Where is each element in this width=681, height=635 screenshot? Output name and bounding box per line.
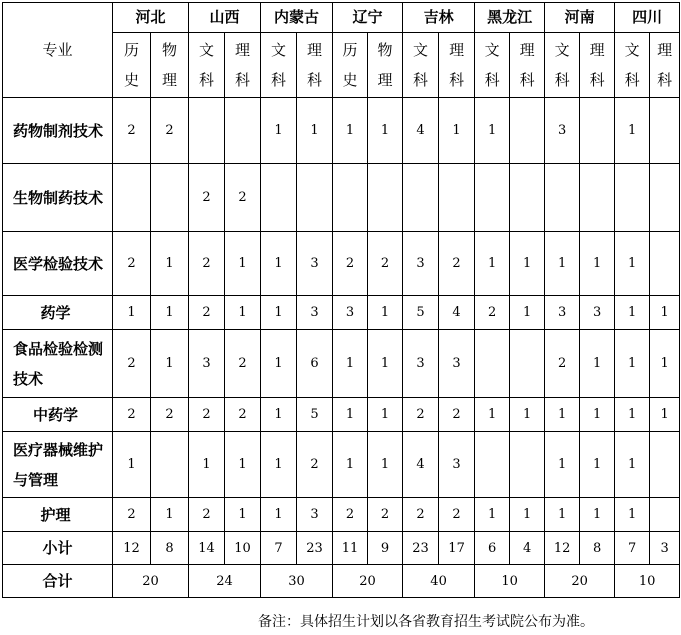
quota-cell: 1 — [333, 98, 368, 164]
quota-cell: 3 — [439, 432, 475, 498]
quota-cell: 1 — [615, 432, 650, 498]
total-cell: 20 — [113, 565, 189, 598]
subtotal-cell: 11 — [333, 532, 368, 565]
quota-cell — [333, 164, 368, 232]
quota-cell: 3 — [189, 330, 225, 398]
quota-cell: 2 — [189, 296, 225, 330]
quota-cell — [650, 232, 680, 296]
quota-cell: 2 — [225, 164, 261, 232]
quota-cell: 2 — [368, 498, 403, 532]
subject-header — [225, 33, 261, 98]
quota-cell: 1 — [189, 432, 225, 498]
quota-cell: 1 — [368, 296, 403, 330]
quota-cell: 1 — [510, 398, 545, 432]
subtotal-cell: 23 — [403, 532, 439, 565]
subject-char: 科 — [199, 71, 215, 89]
province-header: 山西 — [189, 3, 261, 33]
quota-cell: 1 — [113, 432, 151, 498]
quota-cell: 1 — [225, 296, 261, 330]
subject-char: 科 — [624, 71, 640, 89]
quota-cell: 6 — [297, 330, 333, 398]
quota-cell: 1 — [368, 432, 403, 498]
subject-char: 科 — [235, 71, 251, 89]
quota-cell — [545, 164, 580, 232]
total-cell: 10 — [475, 565, 545, 598]
subtotal-cell: 10 — [225, 532, 261, 565]
quota-cell: 1 — [261, 398, 297, 432]
quota-cell: 2 — [333, 498, 368, 532]
subtotal-cell: 6 — [475, 532, 510, 565]
enrollment-plan-table — [2, 2, 680, 598]
quota-cell — [615, 164, 650, 232]
quota-cell: 1 — [650, 296, 680, 330]
quota-cell — [113, 164, 151, 232]
quota-cell — [475, 330, 510, 398]
quota-cell: 2 — [189, 164, 225, 232]
subtotal-cell: 23 — [297, 532, 333, 565]
total-cell: 30 — [261, 565, 333, 598]
quota-cell: 1 — [113, 296, 151, 330]
province-header: 四川 — [615, 3, 680, 33]
quota-cell: 1 — [615, 296, 650, 330]
subject-header — [510, 33, 545, 98]
quota-cell: 1 — [333, 432, 368, 498]
subject-char: 理 — [449, 41, 465, 59]
header-row-provinces — [3, 3, 680, 33]
quota-cell: 2 — [368, 232, 403, 296]
quota-cell: 1 — [650, 398, 680, 432]
quota-cell: 1 — [151, 330, 189, 398]
quota-cell — [510, 432, 545, 498]
quota-cell: 1 — [475, 232, 510, 296]
quota-cell: 2 — [545, 330, 580, 398]
quota-cell: 3 — [580, 296, 615, 330]
subtotal-cell: 8 — [151, 532, 189, 565]
quota-cell: 4 — [439, 296, 475, 330]
quota-cell: 1 — [297, 98, 333, 164]
subtotal-label: 小计 — [3, 532, 113, 565]
subtotal-cell: 8 — [580, 532, 615, 565]
total-cell: 20 — [333, 565, 403, 598]
subject-header — [615, 33, 650, 98]
subject-header — [545, 33, 580, 98]
province-header: 黑龙江 — [475, 3, 545, 33]
quota-cell: 1 — [261, 296, 297, 330]
province-header: 河北 — [113, 3, 189, 33]
quota-cell: 3 — [297, 498, 333, 532]
subtotal-row — [3, 532, 680, 565]
quota-cell: 1 — [333, 330, 368, 398]
subject-header — [475, 33, 510, 98]
subject-char: 历 — [123, 41, 139, 59]
subject-header — [297, 33, 333, 98]
quota-cell: 2 — [439, 232, 475, 296]
quota-cell: 2 — [113, 498, 151, 532]
quota-cell: 1 — [580, 432, 615, 498]
province-header: 辽宁 — [333, 3, 403, 33]
quota-cell: 1 — [225, 232, 261, 296]
subject-char: 理 — [657, 41, 673, 59]
quota-cell — [580, 164, 615, 232]
subject-char: 物 — [162, 41, 178, 59]
subject-header — [650, 33, 680, 98]
major-header: 专业 — [3, 3, 113, 98]
quota-cell — [510, 98, 545, 164]
subject-char: 科 — [589, 71, 605, 89]
quota-cell — [650, 98, 680, 164]
quota-cell: 2 — [225, 330, 261, 398]
quota-cell — [650, 164, 680, 232]
quota-cell: 2 — [189, 232, 225, 296]
quota-cell: 1 — [225, 498, 261, 532]
subtotal-cell: 4 — [510, 532, 545, 565]
quota-cell: 3 — [403, 232, 439, 296]
total-label: 合计 — [3, 565, 113, 598]
subject-header — [580, 33, 615, 98]
quota-cell — [368, 164, 403, 232]
quota-cell: 2 — [225, 398, 261, 432]
quota-cell: 2 — [151, 398, 189, 432]
subject-char: 理 — [162, 71, 178, 89]
subtotal-cell: 9 — [368, 532, 403, 565]
table-row — [3, 296, 680, 330]
quota-cell: 1 — [475, 398, 510, 432]
quota-cell: 2 — [113, 330, 151, 398]
major-name: 中药学 — [3, 398, 113, 432]
quota-cell: 2 — [297, 432, 333, 498]
quota-cell: 1 — [615, 498, 650, 532]
table-row — [3, 398, 680, 432]
subject-char: 科 — [307, 71, 323, 89]
quota-cell: 3 — [545, 98, 580, 164]
quota-cell — [151, 164, 189, 232]
quota-cell: 5 — [403, 296, 439, 330]
total-cell: 40 — [403, 565, 475, 598]
subject-char: 物 — [377, 41, 393, 59]
subject-char: 文 — [413, 41, 429, 59]
subject-char: 理 — [589, 41, 605, 59]
quota-cell — [510, 164, 545, 232]
subject-char: 史 — [123, 71, 139, 89]
subject-header — [261, 33, 297, 98]
subject-char: 理 — [519, 41, 535, 59]
quota-cell: 1 — [368, 98, 403, 164]
subtotal-cell: 7 — [615, 532, 650, 565]
subtotal-cell: 3 — [650, 532, 680, 565]
quota-cell: 1 — [261, 498, 297, 532]
quota-cell: 1 — [615, 232, 650, 296]
quota-cell: 2 — [151, 98, 189, 164]
subject-char: 文 — [554, 41, 570, 59]
quota-cell — [151, 432, 189, 498]
subject-char: 科 — [271, 71, 287, 89]
subject-char: 理 — [377, 71, 393, 89]
quota-cell: 2 — [113, 98, 151, 164]
quota-cell: 1 — [261, 330, 297, 398]
quota-cell: 1 — [225, 432, 261, 498]
subtotal-cell: 14 — [189, 532, 225, 565]
total-cell: 24 — [189, 565, 261, 598]
quota-cell: 1 — [368, 330, 403, 398]
subject-char: 科 — [657, 71, 673, 89]
quota-cell: 2 — [189, 498, 225, 532]
subject-char: 科 — [484, 71, 500, 89]
quota-cell: 1 — [439, 98, 475, 164]
subject-header — [151, 33, 189, 98]
subject-header — [403, 33, 439, 98]
quota-cell: 1 — [261, 98, 297, 164]
quota-cell: 1 — [580, 330, 615, 398]
quota-cell: 1 — [615, 98, 650, 164]
quota-cell — [225, 98, 261, 164]
table-row — [3, 164, 680, 232]
major-name: 药学 — [3, 296, 113, 330]
table-row — [3, 232, 680, 296]
quota-cell — [403, 164, 439, 232]
table-row — [3, 330, 680, 398]
major-name: 医疗器械维护与管理 — [3, 432, 113, 498]
quota-cell: 1 — [510, 498, 545, 532]
subtotal-cell: 12 — [113, 532, 151, 565]
quota-cell — [475, 164, 510, 232]
quota-cell: 1 — [580, 398, 615, 432]
subtotal-cell: 17 — [439, 532, 475, 565]
quota-cell: 1 — [151, 498, 189, 532]
subject-char: 文 — [484, 41, 500, 59]
quota-cell: 1 — [580, 498, 615, 532]
table-row — [3, 432, 680, 498]
quota-cell: 3 — [545, 296, 580, 330]
province-header: 河南 — [545, 3, 615, 33]
quota-cell: 2 — [475, 296, 510, 330]
quota-cell: 2 — [403, 398, 439, 432]
quota-cell — [650, 498, 680, 532]
major-name: 药物制剂技术 — [3, 98, 113, 164]
quota-cell: 5 — [297, 398, 333, 432]
quota-cell: 1 — [545, 232, 580, 296]
quota-cell — [189, 98, 225, 164]
quota-cell: 1 — [261, 232, 297, 296]
quota-cell — [297, 164, 333, 232]
table-row — [3, 498, 680, 532]
quota-cell: 2 — [189, 398, 225, 432]
quota-cell: 3 — [297, 232, 333, 296]
subject-header — [189, 33, 225, 98]
subject-char: 历 — [342, 41, 358, 59]
quota-cell: 1 — [368, 398, 403, 432]
subtotal-cell: 7 — [261, 532, 297, 565]
total-row — [3, 565, 680, 598]
quota-cell: 1 — [475, 98, 510, 164]
quota-cell: 1 — [333, 398, 368, 432]
subject-header — [368, 33, 403, 98]
quota-cell — [580, 98, 615, 164]
quota-cell: 1 — [151, 296, 189, 330]
quota-cell: 1 — [475, 498, 510, 532]
quota-cell: 3 — [333, 296, 368, 330]
subject-char: 文 — [199, 41, 215, 59]
quota-cell: 2 — [439, 498, 475, 532]
quota-cell: 1 — [615, 398, 650, 432]
subject-char: 理 — [307, 41, 323, 59]
table-row — [3, 98, 680, 164]
quota-cell — [510, 330, 545, 398]
subtotal-cell: 12 — [545, 532, 580, 565]
subject-char: 史 — [342, 71, 358, 89]
quota-cell: 4 — [403, 98, 439, 164]
quota-cell — [475, 432, 510, 498]
subject-char: 科 — [413, 71, 429, 89]
subject-char: 科 — [449, 71, 465, 89]
quota-cell: 3 — [297, 296, 333, 330]
quota-cell: 1 — [580, 232, 615, 296]
major-name: 护理 — [3, 498, 113, 532]
quota-cell: 1 — [650, 330, 680, 398]
subject-char: 文 — [624, 41, 640, 59]
subject-char: 科 — [554, 71, 570, 89]
quota-cell: 2 — [333, 232, 368, 296]
subject-header — [113, 33, 151, 98]
quota-cell — [261, 164, 297, 232]
quota-cell: 1 — [510, 296, 545, 330]
quota-cell: 2 — [113, 398, 151, 432]
major-name: 生物制药技术 — [3, 164, 113, 232]
quota-cell: 3 — [403, 330, 439, 398]
subject-char: 理 — [235, 41, 251, 59]
quota-cell — [439, 164, 475, 232]
quota-cell: 2 — [439, 398, 475, 432]
quota-cell: 1 — [615, 330, 650, 398]
subject-char: 科 — [519, 71, 535, 89]
total-cell: 20 — [545, 565, 615, 598]
quota-cell: 1 — [510, 232, 545, 296]
quota-cell: 3 — [439, 330, 475, 398]
quota-cell: 1 — [151, 232, 189, 296]
quota-cell — [650, 432, 680, 498]
province-header: 吉林 — [403, 3, 475, 33]
major-name: 食品检验检测技术 — [3, 330, 113, 398]
quota-cell: 4 — [403, 432, 439, 498]
footnote: 备注：具体招生计划以各省教育招生考试院公布为准。 — [258, 614, 594, 630]
quota-cell: 2 — [113, 232, 151, 296]
major-name: 医学检验技术 — [3, 232, 113, 296]
quota-cell: 2 — [403, 498, 439, 532]
province-header: 内蒙古 — [261, 3, 333, 33]
quota-cell: 1 — [261, 432, 297, 498]
subject-header — [333, 33, 368, 98]
subject-header — [439, 33, 475, 98]
quota-cell: 1 — [545, 398, 580, 432]
quota-cell: 1 — [545, 432, 580, 498]
subject-char: 文 — [271, 41, 287, 59]
total-cell: 10 — [615, 565, 680, 598]
quota-cell: 1 — [545, 498, 580, 532]
